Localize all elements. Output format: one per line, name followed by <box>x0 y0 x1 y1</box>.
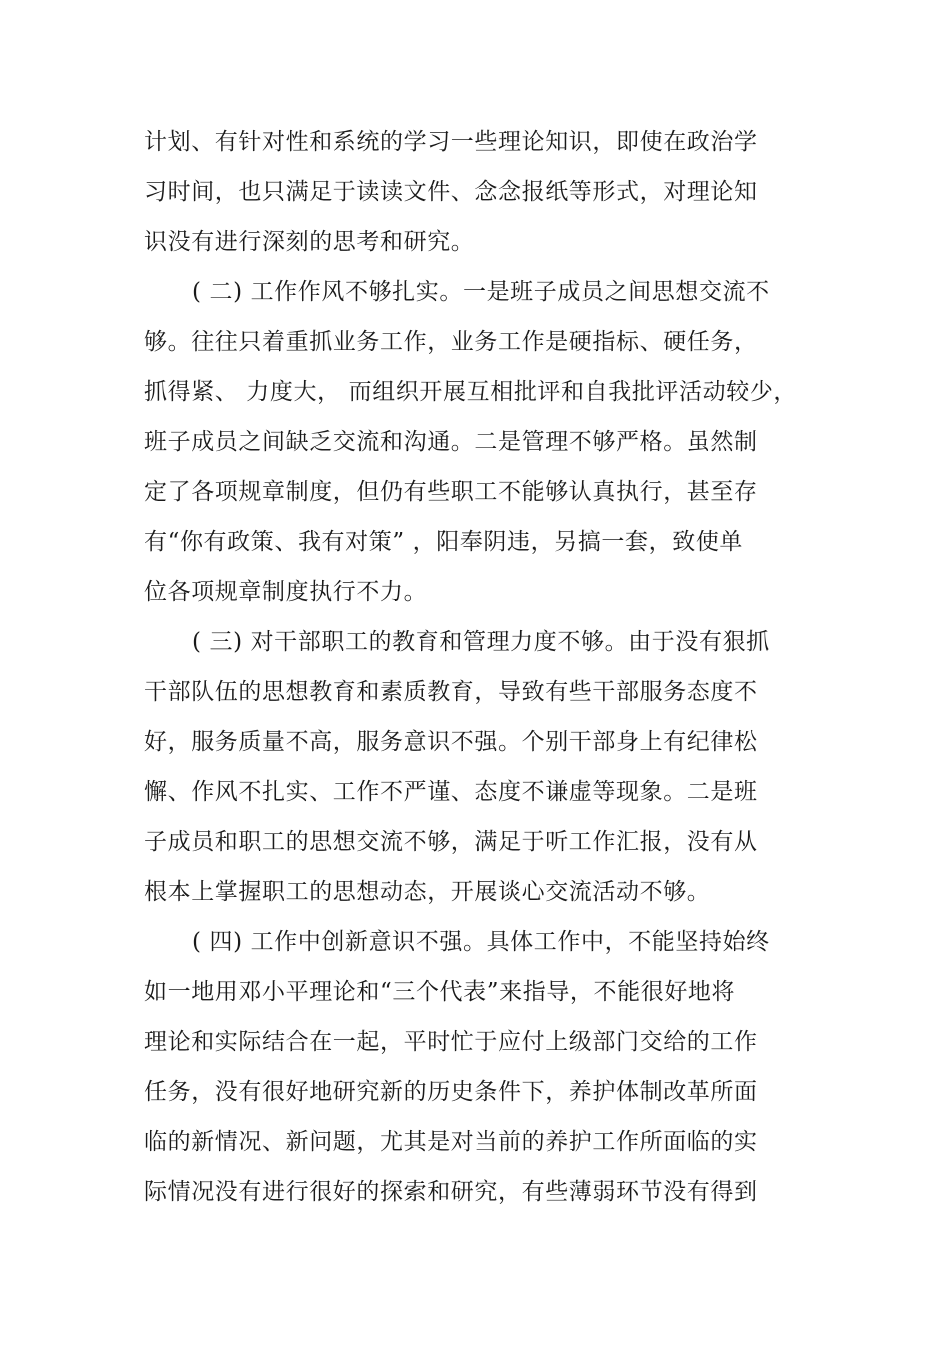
text-line: 如一地用邓小平理论和“三个代表”来指导，不能很好地将 <box>144 979 736 1005</box>
paragraph-heading-line: ( 二) 工作作风不够扎实。一是班子成员之间思想交流不 <box>192 279 770 305</box>
text-line: 懈、作风不扎实、工作不严谨、态度不谦虚等现象。二是班 <box>144 779 758 805</box>
text-line: 临的新情况、新问题，尤其是对当前的养护工作所面临的实 <box>144 1129 758 1155</box>
text-line: 好，服务质量不高，服务意识不强。个别干部身上有纪律松 <box>144 729 758 755</box>
text-line: 理论和实际结合在一起，平时忙于应付上级部门交给的工作 <box>144 1029 758 1055</box>
text-line: 班子成员之间缺乏交流和沟通。二是管理不够严格。虽然制 <box>144 429 758 455</box>
text-line: 识没有进行深刻的思考和研究。 <box>144 229 475 255</box>
paragraph-heading-line: ( 四) 工作中创新意识不强。具体工作中，不能坚持始终 <box>192 929 770 955</box>
text-line: 定了各项规章制度，但仍有些职工不能够认真执行，甚至存 <box>144 479 758 505</box>
text-line: 干部队伍的思想教育和素质教育，导致有些干部服务态度不 <box>144 679 758 705</box>
text-line: 际情况没有进行很好的探索和研究，有些薄弱环节没有得到 <box>144 1179 758 1205</box>
text-line: 位各项规章制度执行不力。 <box>144 579 428 605</box>
text-line: 子成员和职工的思想交流不够，满足于听工作汇报，没有从 <box>144 829 758 855</box>
text-line: 习时间，也只满足于读读文件、念念报纸等形式，对理论知 <box>144 179 758 205</box>
text-line: 有“你有政策、我有对策” ，阳奉阴违，另搞一套，致使单 <box>144 529 744 555</box>
text-line: 够。往往只着重抓业务工作，业务工作是硬指标、硬任务， <box>144 329 758 355</box>
text-line: 计划、有针对性和系统的学习一些理论知识，即使在政治学 <box>144 129 758 155</box>
paragraph-heading-line: ( 三) 对干部职工的教育和管理力度不够。由于没有狠抓 <box>192 629 770 655</box>
text-line: 抓得紧、 力度大， 而组织开展互相批评和自我批评活动较少， <box>144 379 798 405</box>
text-line: 任务，没有很好地研究新的历史条件下，养护体制改革所面 <box>144 1079 758 1105</box>
text-line: 根本上掌握职工的思想动态，开展谈心交流活动不够。 <box>144 879 711 905</box>
